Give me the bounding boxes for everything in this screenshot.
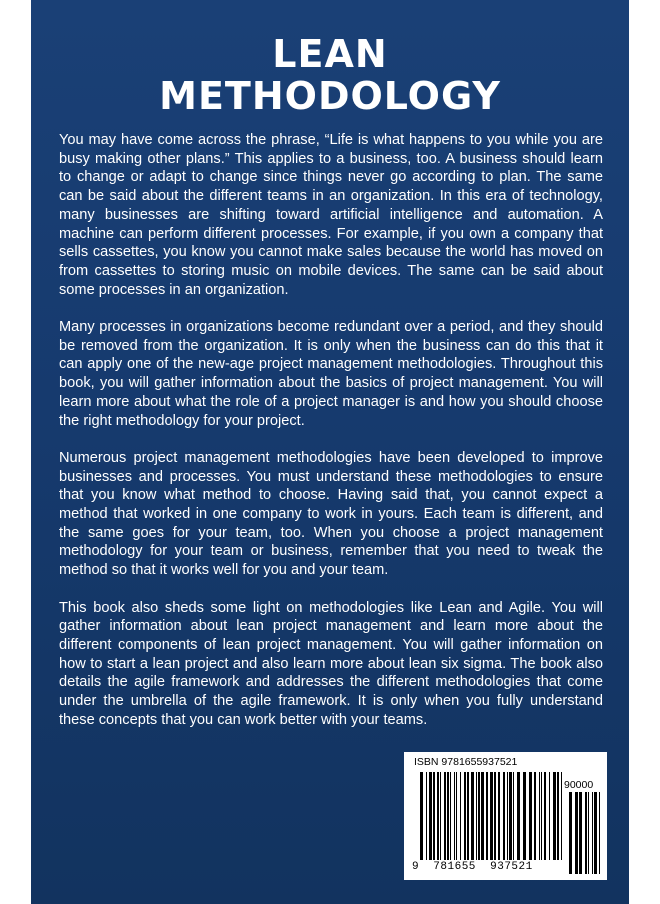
barcode-bar [447, 772, 449, 860]
barcode-bar [575, 792, 578, 874]
ean-bars [420, 772, 562, 860]
barcode-bar [476, 772, 477, 860]
barcode-bar [507, 772, 508, 860]
barcode-bar [464, 772, 466, 860]
addon-bars [569, 792, 600, 874]
barcode-bar [579, 792, 582, 874]
barcode-bar [429, 772, 432, 860]
blurb-paragraph-4: This book also sheds some light on methodologies like Lean and Agile. You will gather information about lean project management and learn more about the different components of lean project management. You will gather information on how to start a lean project and also learn more about lean six sigma. The book also details the agile framework and addresses the different methodologies that come under the umbrella of the agile framework. It is only when you fully understand these concepts that you can work better with your teams. [59, 599, 603, 728]
barcode-bar [420, 772, 423, 860]
barcode-bar [437, 772, 439, 860]
barcode-bar [553, 772, 556, 860]
barcode-bar [539, 772, 540, 860]
barcode-bar [426, 772, 427, 860]
addon-code: 90000 [564, 779, 594, 791]
barcode-bar [454, 772, 455, 860]
barcode-bar [498, 772, 500, 860]
barcode-bar [433, 772, 435, 860]
barcode-bar [444, 772, 446, 860]
barcode-bar [509, 772, 512, 860]
barcode-bar [544, 772, 546, 860]
blurb-paragraph-3: Numerous project management methodologies have been developed to improve businesses and processes. You must understand these methodologies to ensure that you know what method to choose. Having said that, you cannot expect a method that worked in one company to work in yours. Each team is different, and the same goes for your team, too. When you choose a project management methodology for your team or business, remember that you need to tweak the method so that it works well for you and your team. [59, 449, 603, 579]
barcode-bar [534, 772, 536, 860]
barcode-bar [490, 772, 493, 860]
title-line-1: LEAN [272, 32, 388, 76]
isbn-label: ISBN 9781655937521 [414, 756, 518, 768]
back-cover [31, 0, 629, 904]
barcode-bar [529, 772, 532, 860]
barcode-bar [517, 772, 520, 860]
barcode-bar [471, 772, 474, 860]
barcode-bar [513, 772, 514, 860]
barcode-bar [592, 792, 593, 874]
blurb-paragraph-2: Many processes in organizations become redundant over a period, and they should be removed from the organization. It is only when the business can do this that it can apply one of the new-age project management methodologies. Throughout this book, you will gather information about the basics of project management. You will learn more about what the role of a project manager is and how you should choose the right methodology for your project. [59, 319, 603, 429]
barcode-bar [599, 792, 600, 874]
barcode-bar [557, 772, 559, 860]
barcode-bar [523, 772, 526, 860]
barcode-bar [440, 772, 441, 860]
isbn-barcode [404, 752, 607, 880]
barcode-bar [585, 792, 587, 874]
barcode-bar [503, 772, 505, 860]
barcode-bar [450, 772, 451, 860]
barcode-bar [541, 772, 542, 860]
barcode-bar [486, 772, 488, 860]
title-line-2: METHODOLOGY [159, 74, 501, 118]
barcode-bar [460, 772, 461, 860]
barcode-bar [549, 772, 550, 860]
barcode-bar [456, 772, 457, 860]
blurb [59, 131, 603, 748]
barcode-bar [561, 772, 562, 860]
ean-digits: 9 781655 937521 [412, 861, 533, 873]
barcode-bar [494, 772, 496, 860]
barcode-bar [478, 772, 480, 860]
barcode-bar [588, 792, 589, 874]
barcode-bar [594, 792, 597, 874]
blurb-paragraph-1: You may have come across the phrase, “Life is what happens to you while you are busy making other plans.” This applies to a business, too. A business should learn to change or adapt to change since things never go according to plan. The same can be said about the different teams in an organization. In this era of technology, many businesses are shifting toward artificial intelligence and automation. A machine can perform different processes. For example, if you own a company that sells cassettes, you know you cannot make sales because the world has moved on from cassettes to storing music on mobile devices. The same can be said about some processes in an organization. [59, 132, 603, 298]
barcode-bar [467, 772, 469, 860]
barcode-bar [569, 792, 572, 874]
barcode-bar [481, 772, 484, 860]
